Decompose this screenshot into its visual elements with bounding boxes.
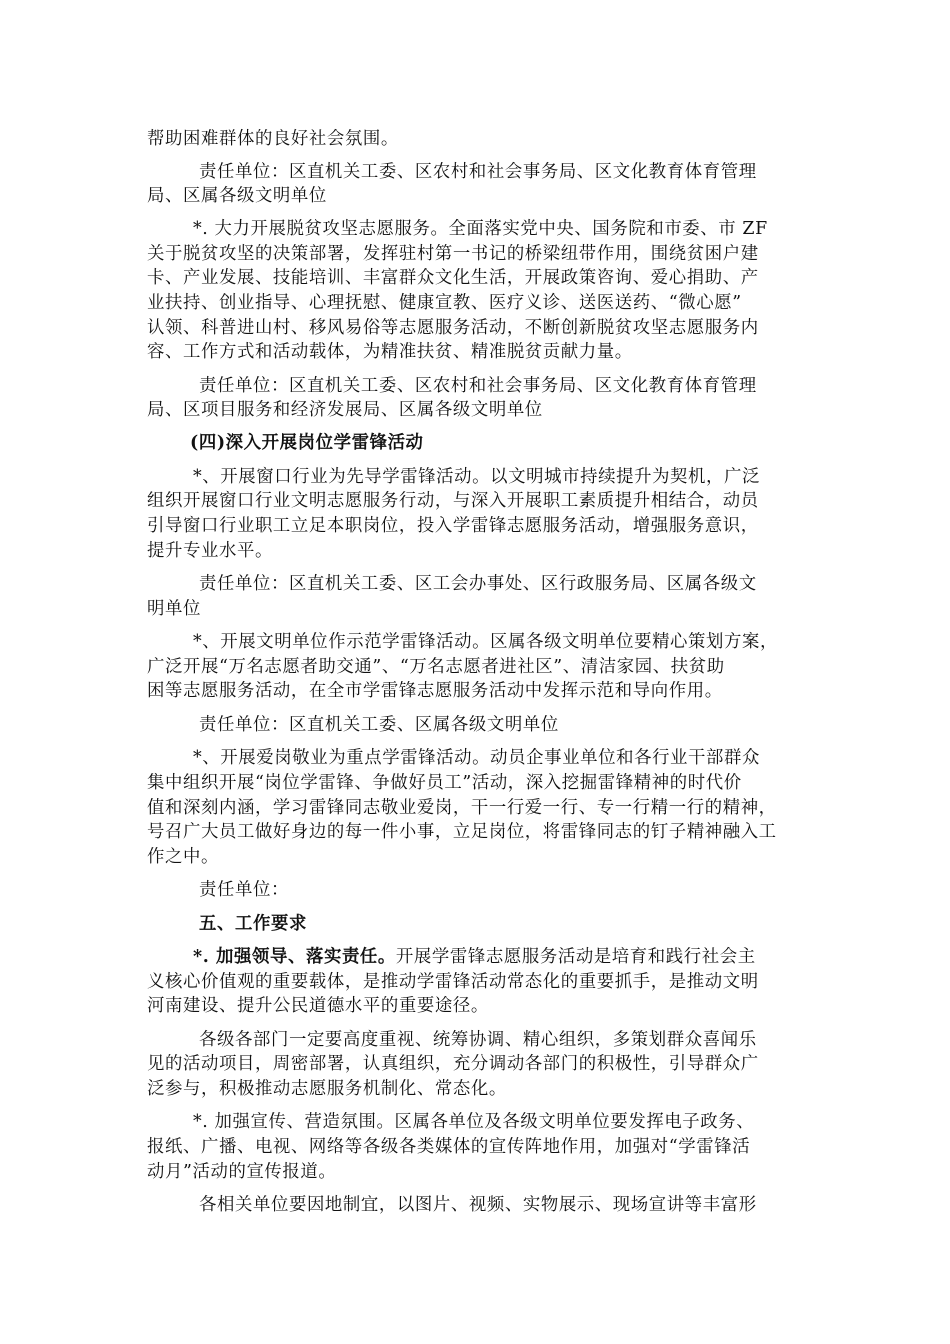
section-heading: (四)深入开展岗位学雷锋活动 xyxy=(190,433,424,453)
text-line: 提升专业水平。 xyxy=(147,541,273,561)
text-line: 局、区属各级文明单位 xyxy=(147,186,327,206)
text-line: 容、工作方式和活动载体，为精准扶贫、精准脱贫贡献力量。 xyxy=(147,342,633,362)
text-line: 值和深刻内涵，学习雷锋同志敬业爱岗，干一行爱一行、专一行精一行的精神， xyxy=(147,798,777,818)
text-line: *、开展文明单位作示范学雷锋活动。区属各级文明单位要精心策划方案， xyxy=(193,632,778,652)
text-line: 义核心价值观的重要载体，是推动学雷锋活动常态化的重要抓手，是推动文明 xyxy=(147,972,759,992)
text-line: *、开展爱岗敬业为重点学雷锋活动。动员企事业单位和各行业干部群众 xyxy=(193,748,761,768)
bold-lead: *. 加强领导、落实责任。 xyxy=(193,947,396,967)
text-line: 责任单位：区直机关工委、区属各级文明单位 xyxy=(199,715,559,735)
text-line: *. 加强宣传、营造氛围。区属各单位及各级文明单位要发挥电子政务、 xyxy=(193,1112,755,1132)
text-line: 广泛开展“万名志愿者助交通”、“万名志愿者进社区”、清洁家园、扶贫助 xyxy=(147,657,725,677)
text-line: 各级各部门一定要高度重视、统筹协调、精心组织，多策划群众喜闻乐 xyxy=(199,1030,757,1050)
text-line: 困等志愿服务活动，在全市学雷锋志愿服务活动中发挥示范和导向作用。 xyxy=(147,681,723,701)
text-line: 作之中。 xyxy=(147,847,219,867)
text-line: 卡、产业发展、技能培训、丰富群众文化生活，开展政策咨询、爱心捐助、产 xyxy=(147,268,759,288)
text-line: 动月”活动的宣传报道。 xyxy=(147,1162,337,1182)
text-line: 责任单位：区直机关工委、区工会办事处、区行政服务局、区属各级文 xyxy=(199,574,757,594)
text-line: 责任单位：区直机关工委、区农村和社会事务局、区文化教育体育管理 xyxy=(199,162,757,182)
text-line: 泛参与，积极推动志愿服务机制化、常态化。 xyxy=(147,1079,507,1099)
text-line: 关于脱贫攻坚的决策部署，发挥驻村第一书记的桥梁纽带作用，围绕贫困户建 xyxy=(147,244,759,264)
text-line: 见的活动项目，周密部署，认真组织，充分调动各部门的积极性，引导群众广 xyxy=(147,1054,759,1074)
text-line: 明单位 xyxy=(147,599,201,619)
text-line: 河南建设、提升公民道德水平的重要途径。 xyxy=(147,996,489,1016)
text-line: 各相关单位要因地制宜，以图片、视频、实物展示、现场宣讲等丰富形 xyxy=(199,1195,757,1215)
text-line: 责任单位： xyxy=(199,880,289,900)
text-line: 帮助困难群体的良好社会氛围。 xyxy=(147,129,399,149)
text-line: 认领、科普进山村、移风易俗等志愿服务活动，不断创新脱贫攻坚志愿服务内 xyxy=(147,318,759,338)
text-line: *. 大力开展脱贫攻坚志愿服务。全面落实党中央、国务院和市委、市 ZF xyxy=(193,219,768,239)
text-line xyxy=(193,945,756,969)
text-line: 组织开展窗口行业文明志愿服务行动，与深入开展职工素质提升相结合，动员 xyxy=(147,491,759,511)
text-line: 局、区项目服务和经济发展局、区属各级文明单位 xyxy=(147,400,543,420)
text-line: 集中组织开展“岗位学雷锋、争做好员工”活动，深入挖掘雷锋精神的时代价 xyxy=(147,773,742,793)
section-heading: 五、工作要求 xyxy=(199,914,307,934)
lead-continuation: 开展学雷锋志愿服务活动是培育和践行社会主 xyxy=(395,947,756,967)
text-line: 报纸、广播、电视、网络等各级各类媒体的宣传阵地作用，加强对“学雷锋活 xyxy=(147,1137,751,1157)
text-line: *、开展窗口行业为先导学雷锋活动。以文明城市持续提升为契机，广泛 xyxy=(193,467,761,487)
text-line: 号召广大员工做好身边的每一件小事，立足岗位，将雷锋同志的钉子精神融入工 xyxy=(147,822,777,842)
text-line: 业扶持、创业指导、心理抚慰、健康宣教、医疗义诊、送医送药、“微心愿” xyxy=(147,293,742,313)
text-line: 责任单位：区直机关工委、区农村和社会事务局、区文化教育体育管理 xyxy=(199,376,757,396)
text-line: 引导窗口行业职工立足本职岗位，投入学雷锋志愿服务活动，增强服务意识， xyxy=(147,516,759,536)
